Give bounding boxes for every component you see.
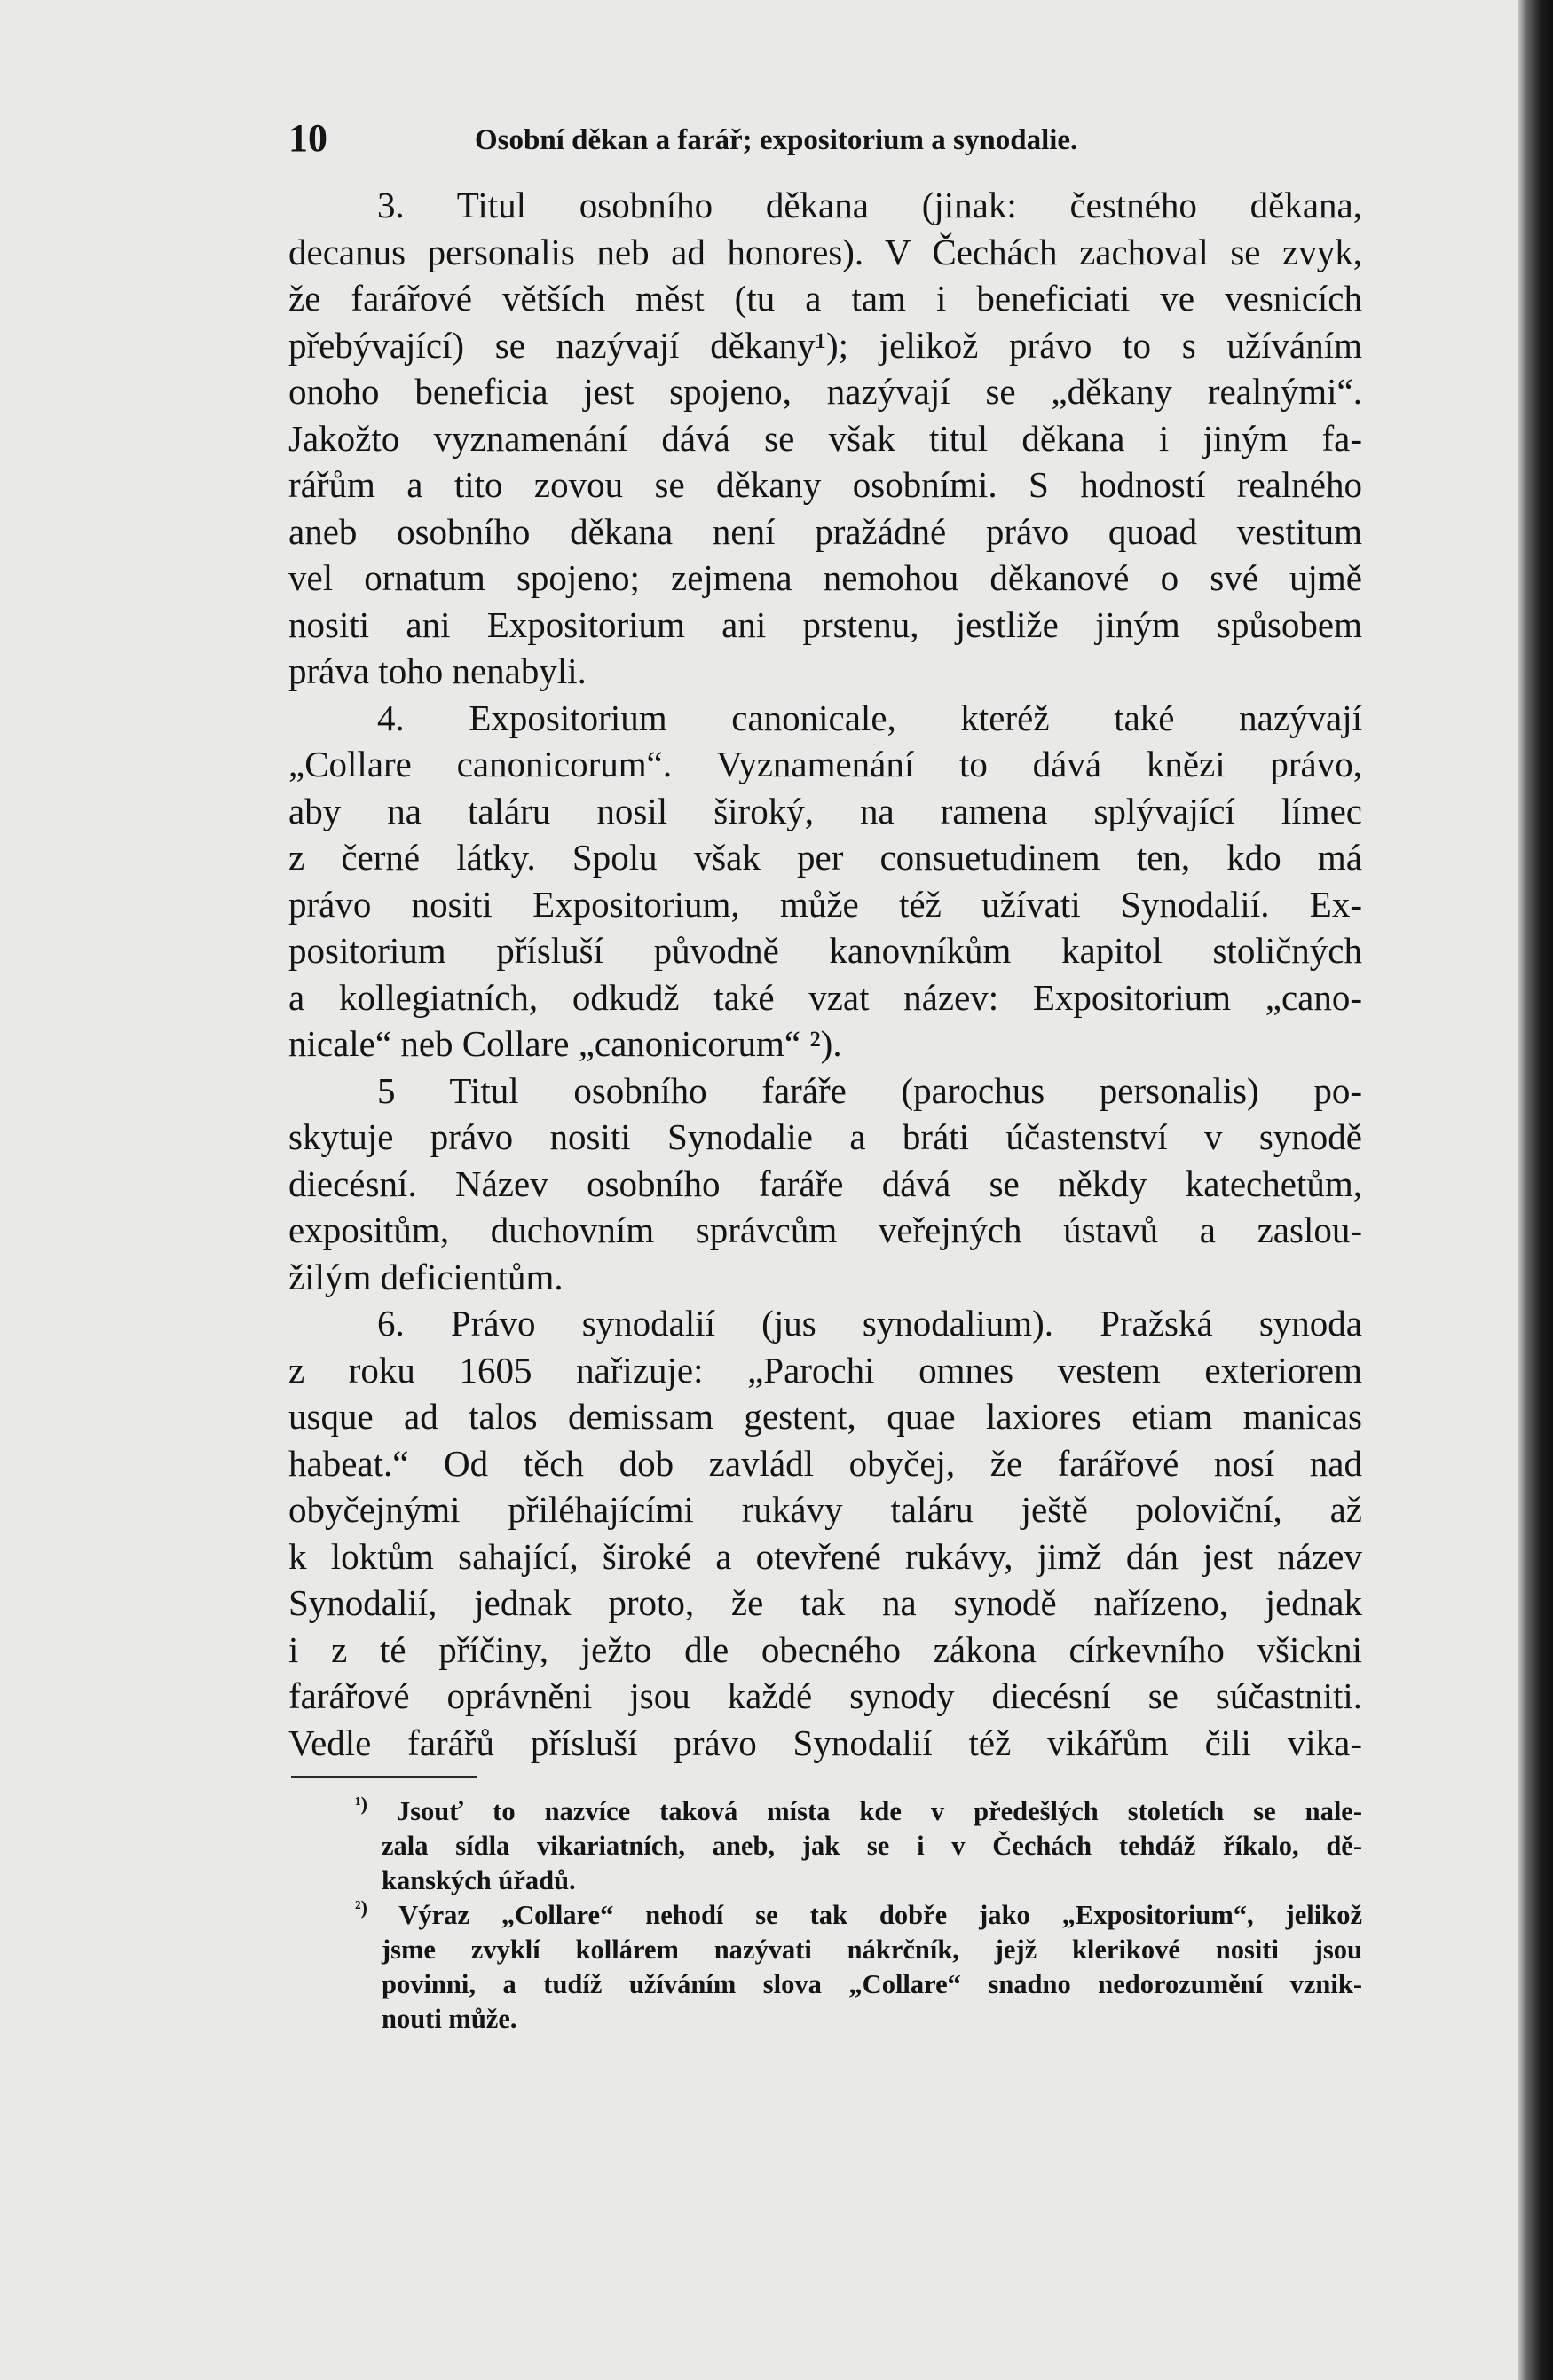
text-line: a kollegiatních, odkudž také vzat název: Expositorium „cano- [288, 976, 1362, 1018]
page-number: 10 [288, 116, 327, 160]
footnote-1-marker: ¹) [355, 1794, 367, 1815]
text-line: expositům, duchovním správcům veřejných ústavů a zaslou- [288, 1210, 1362, 1250]
text-line: habeat.“ Od těch dob zavládl obyčej, že farářové nosí nad [288, 1442, 1362, 1484]
text-line: práva toho nenabyli. [288, 650, 587, 691]
text-line: Vedle farářů přísluší právo Synodalií též vikářům čili vika- [288, 1722, 1362, 1763]
text-line: decanus personalis neb ad honores). V Čechách zachoval se zvyk, [288, 231, 1362, 272]
text-line: „Collare canonicorum“. Vyznamenání to dává knězi právo, [288, 744, 1362, 784]
text-line: Jakožto vyznamenání dává se však titul děkana i jiným fa- [288, 417, 1362, 459]
page-header [288, 115, 1362, 169]
text-line: Synodalií, jednak proto, že tak na synodě nařízeno, jednak [288, 1582, 1362, 1623]
footnotes [293, 1794, 1362, 2037]
text-line: aby na taláru nosil široký, na ramena splývající límec [288, 790, 1362, 831]
text-line: právo nositi Expositorium, může též užívati Synodalií. Ex- [288, 883, 1362, 925]
text-line: z roku 1605 nařizuje: „Parochi omnes vestem exteriorem [288, 1349, 1362, 1391]
text-line: usque ad talos demissam gestent, quae laxiores etiam manicas [288, 1396, 1362, 1437]
text-line: diecésní. Název osobního faráře dává se někdy katechetům, [288, 1162, 1362, 1204]
text-line: přebývající) se nazývají děkany¹); jelikož právo to s užíváním [288, 324, 1362, 366]
text-line: farářové oprávněni jsou každé synody diecésní se súčastniti. [288, 1675, 1362, 1716]
main-text [288, 182, 1362, 1766]
footnote-2-line [293, 1898, 1362, 1933]
text-line: nicale“ neb Collare „canonicorum“ ²). [288, 1023, 842, 1064]
footnote-2-line: nouti může. [382, 2004, 517, 2034]
footnote-2-line: povinni, a tudíž užíváním slova „Collare“ snadno nedorozumění vznik- [382, 1969, 1362, 1999]
page-edge-shadow [1518, 0, 1553, 2380]
text-line: vel ornatum spojeno; zejmena nemohou děkanové o své ujmě [288, 557, 1362, 598]
footnote-2-marker: ²) [355, 1898, 367, 1919]
text-line: 6. Právo synodalií (jus synodalium). Pražská synoda [377, 1303, 1362, 1344]
footnote-1-line [293, 1794, 1362, 1829]
text-line: 4. Expositorium canonicale, kteréž také nazývají [377, 697, 1362, 738]
text-line: z černé látky. Spolu však per consuetudinem ten, kdo má [288, 837, 1362, 878]
text-line: že farářové větších měst (tu a tam i beneficiati ve vesnicích [288, 278, 1362, 319]
footnote-text: Jsouť to nazvíce taková místa kde v předešlých stoletích se nale- [396, 1796, 1362, 1826]
text-line: i z té příčiny, ježto dle obecného zákona církevního všickni [288, 1628, 1362, 1670]
footnote-1-line: kanských úřadů. [382, 1865, 576, 1895]
text-line: 5 Titul osobního faráře (parochus personalis) po- [377, 1069, 1362, 1111]
text-line: k loktům sahající, široké a otevřené rukávy, jimž dán jest název [288, 1535, 1362, 1577]
footnote-1-line: zala sídla vikariatních, aneb, jak se i v Čechách tehdáž říkalo, dě- [382, 1831, 1362, 1861]
running-title: Osobní děkan a farář; expositorium a synodalie. [475, 124, 1078, 156]
footnote-2-line: jsme zvyklí kollárem nazývati nákrčník, jejž klerikové nositi jsou [382, 1935, 1362, 1965]
text-line: obyčejnými přiléhajícími rukávy taláru ještě poloviční, až [288, 1489, 1362, 1530]
text-line: onoho beneficia jest spojeno, nazývají se „děkany realnými“. [288, 371, 1362, 412]
text-line: skytuje právo nositi Synodalie a bráti účastenství v synodě [288, 1116, 1362, 1157]
text-line: žilým deficientům. [288, 1256, 564, 1297]
footnote-divider [291, 1776, 477, 1778]
text-line: 3. Titul osobního děkana (jinak: čestného děkana, [377, 185, 1362, 225]
text-line: positorium přísluší původně kanovníkům kapitol stoličných [288, 930, 1362, 971]
text-line: rářům a tito zovou se děkany osobními. S hodností realného [288, 464, 1362, 505]
footnote-text: Výraz „Collare“ nehodí se tak dobře jako „Expositorium“, jelikož [398, 1900, 1362, 1930]
text-line: aneb osobního děkana není pražádné právo quoad vestitum [288, 510, 1362, 552]
text-line: nositi ani Expositorium ani prstenu, jestliže jiným spůsobem [288, 603, 1362, 645]
